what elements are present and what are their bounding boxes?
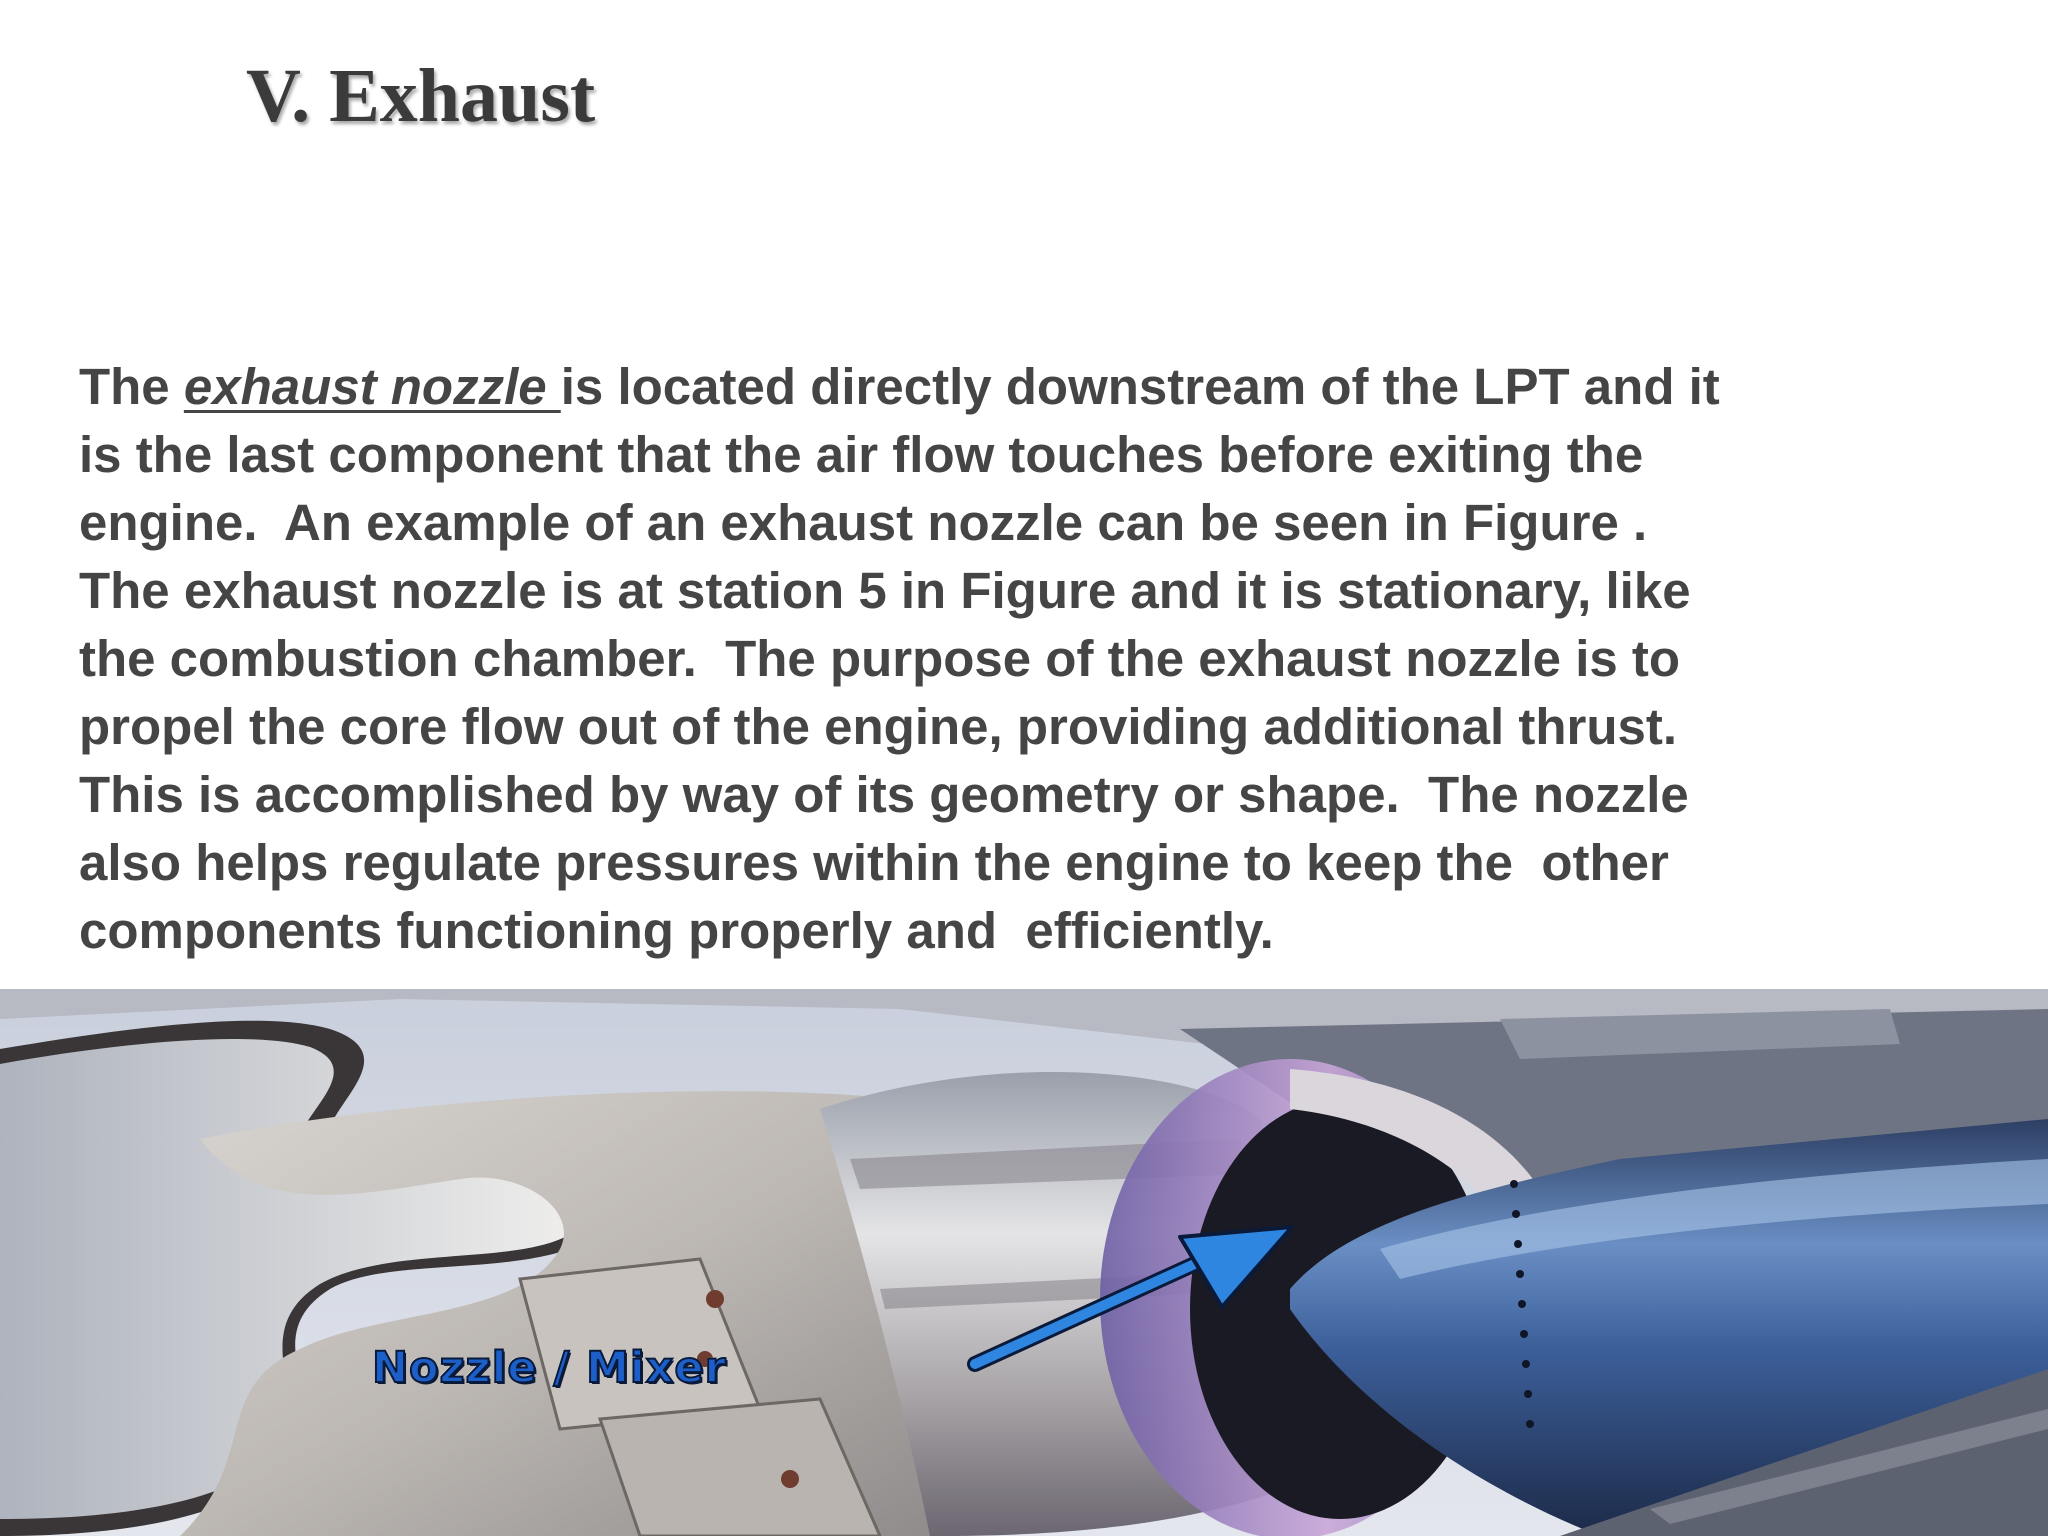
paragraph-line-4: The exhaust nozzle is at station 5 in Figure and it is stationary, like xyxy=(79,562,1691,619)
paragraph-line-3: engine. An example of an exhaust nozzle can be seen in Figure . xyxy=(79,494,1648,551)
engine-nozzle-photo xyxy=(0,989,2048,1536)
paragraph-line-1 xyxy=(79,353,2039,421)
term-exhaust-nozzle: exhaust nozzle xyxy=(183,358,561,415)
engine-illustration xyxy=(0,989,2048,1536)
paragraph-line-2: is the last component that the air flow touches before exiting the xyxy=(79,426,1644,483)
body-paragraph xyxy=(79,353,2039,965)
paragraph-line-5: the combustion chamber. The purpose of the exhaust nozzle is to xyxy=(79,630,1681,687)
paragraph-lead: The xyxy=(79,358,184,415)
paragraph-line-1-rest: is located directly downstream of the LPT and it xyxy=(560,358,1720,415)
paragraph-line-6: propel the core flow out of the engine, providing additional thrust. xyxy=(79,698,1677,755)
paragraph-line-9: components functioning properly and efficiently. xyxy=(79,902,1274,959)
callout-label: Nozzle / Mixer xyxy=(372,1343,727,1393)
paragraph-line-8: also helps regulate pressures within the engine to keep the other xyxy=(79,834,1669,891)
slide-title: V. Exhaust xyxy=(246,54,596,138)
paragraph-line-7: This is accomplished by way of its geometry or shape. The nozzle xyxy=(79,766,1689,823)
